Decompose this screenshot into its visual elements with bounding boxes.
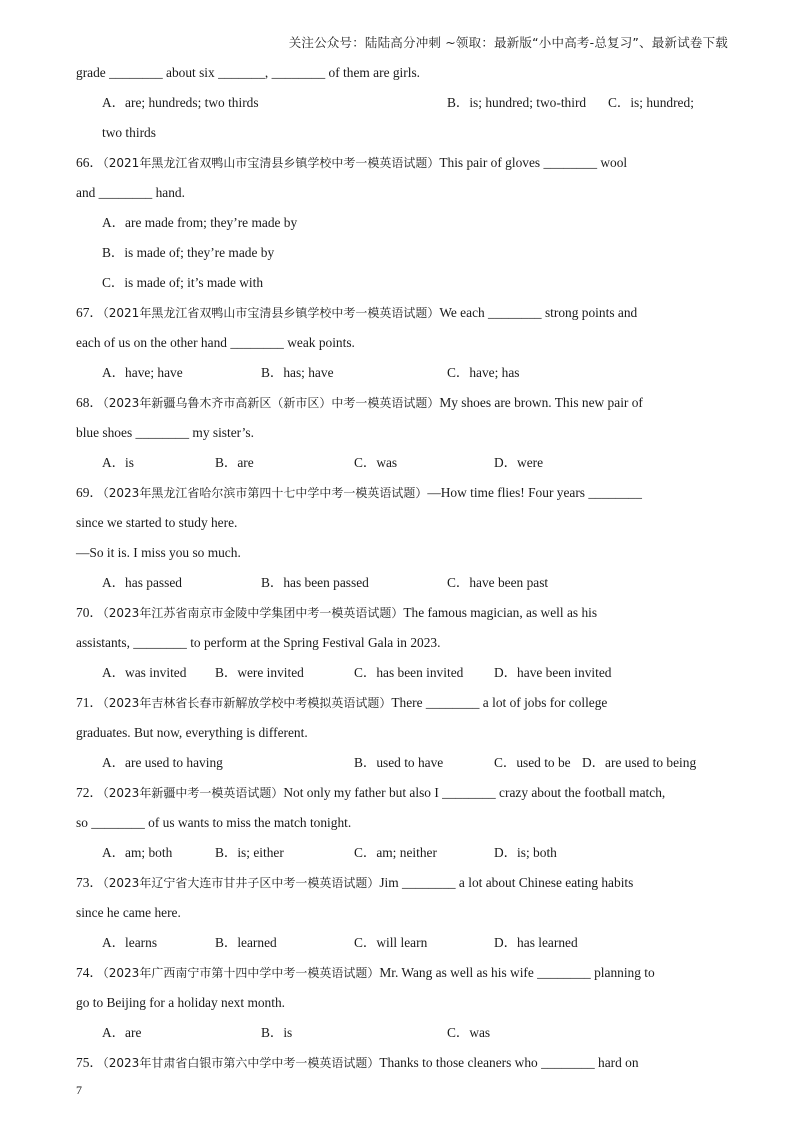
question-text: blue shoes ________ my sister’s. xyxy=(76,425,254,440)
answer-option: C．used to be xyxy=(494,755,571,770)
answer-option: B．used to have xyxy=(354,755,444,770)
answer-options xyxy=(76,658,726,688)
question-source: （2023年辽宁省大连市甘井子区中考一模英语试题） xyxy=(102,876,380,890)
question-source: （2023年新疆乌鲁木齐市高新区（新市区）中考一模英语试题） xyxy=(102,396,440,410)
question-number: 69． xyxy=(76,485,103,500)
page-number: 7 xyxy=(76,1083,82,1097)
question-line xyxy=(76,688,726,718)
question-text: There ________ a lot of jobs for college xyxy=(391,695,608,710)
question-line xyxy=(76,388,726,418)
answer-option: C．will learn xyxy=(354,935,428,950)
answer-option: B．learned xyxy=(215,935,277,950)
answer-option: B．has; have xyxy=(261,365,334,380)
question-line xyxy=(76,778,726,808)
question-text: B．is made of; they’re made by xyxy=(102,245,275,260)
text-line xyxy=(76,538,726,568)
question-source: （2023年吉林省长春市新解放学校中考模拟英语试题） xyxy=(102,696,392,710)
answer-option: B．were invited xyxy=(215,665,304,680)
answer-option: A．am; both xyxy=(102,845,173,860)
question-source: （2023年甘肃省白银市第六中学中考一模英语试题） xyxy=(102,1056,380,1070)
answer-option: C．was xyxy=(354,455,398,470)
question-line xyxy=(76,1048,726,1078)
text-line xyxy=(76,178,726,208)
question-text: go to Beijing for a holiday next month. xyxy=(76,995,286,1010)
question-source: （2023年黑龙江省哈尔滨市第四十七中学中考一模英语试题） xyxy=(102,486,428,500)
answer-options xyxy=(76,1018,726,1048)
answer-options xyxy=(76,748,726,778)
page-header: 关注公众号：陆陆高分冲刺 ~领取：最新版“小中高考-总复习”、最新试卷下载 xyxy=(288,35,728,50)
text-line xyxy=(76,628,726,658)
question-line xyxy=(76,958,726,988)
text-line xyxy=(76,418,726,448)
question-line xyxy=(76,598,726,628)
question-text: A．are made from; they’re made by xyxy=(102,215,298,230)
question-number: 72． xyxy=(76,785,103,800)
answer-options xyxy=(76,838,726,868)
question-number: 73． xyxy=(76,875,103,890)
answer-option: A．is xyxy=(102,455,134,470)
question-number: 68． xyxy=(76,395,103,410)
question-text: We each ________ strong points and xyxy=(439,305,638,320)
answer-option: A．was invited xyxy=(102,665,187,680)
question-number: 75． xyxy=(76,1055,103,1070)
question-line xyxy=(76,298,726,328)
question-number: 67． xyxy=(76,305,103,320)
answer-option: C．has been invited xyxy=(354,665,464,680)
answer-options xyxy=(76,358,726,388)
question-source: （2023年新疆中考一模英语试题） xyxy=(102,786,284,800)
answer-option: D．has learned xyxy=(494,935,578,950)
answer-option: C．is; hundred; xyxy=(608,95,694,110)
question-number: 71． xyxy=(76,695,103,710)
text-line xyxy=(76,208,726,238)
answer-options xyxy=(76,928,726,958)
answer-option: C．have been past xyxy=(447,575,549,590)
answer-options xyxy=(76,448,726,478)
answer-option: D．were xyxy=(494,455,544,470)
text-line xyxy=(76,898,726,928)
question-text: My shoes are brown. This new pair of xyxy=(439,395,643,410)
question-source: （2021年黑龙江省双鸭山市宝清县乡镇学校中考一模英语试题） xyxy=(102,306,440,320)
answer-option: C．was xyxy=(447,1025,491,1040)
answer-option: C．have; has xyxy=(447,365,520,380)
text-line xyxy=(76,118,726,148)
question-text: —How time flies! Four years ________ xyxy=(427,485,642,500)
text-line xyxy=(76,328,726,358)
answer-option: A．are used to having xyxy=(102,755,223,770)
text-line xyxy=(76,988,726,1018)
question-text: since he came here. xyxy=(76,905,181,920)
question-text: so ________ of us wants to miss the match tonight. xyxy=(76,815,352,830)
question-source: （2023年江苏省南京市金陵中学集团中考一模英语试题） xyxy=(102,606,404,620)
answer-option: B．are xyxy=(215,455,254,470)
text-line xyxy=(76,718,726,748)
question-number: 74． xyxy=(76,965,103,980)
document-body xyxy=(76,58,726,1078)
text-line xyxy=(76,808,726,838)
question-text: since we started to study here. xyxy=(76,515,238,530)
answer-option: B．has been passed xyxy=(261,575,369,590)
question-line xyxy=(76,478,726,508)
question-line xyxy=(76,148,726,178)
question-text: Mr. Wang as well as his wife ________ planning to xyxy=(379,965,655,980)
question-number: 66． xyxy=(76,155,103,170)
question-text: assistants, ________ to perform at the Spring Festival Gala in 2023. xyxy=(76,635,441,650)
answer-option: A．have; have xyxy=(102,365,183,380)
question-text: Thanks to those cleaners who ________ hard on xyxy=(379,1055,639,1070)
answer-option: D．is; both xyxy=(494,845,557,860)
question-text: C．is made of; it’s made with xyxy=(102,275,264,290)
answer-option: B．is xyxy=(261,1025,293,1040)
question-text: —So it is. I miss you so much. xyxy=(76,545,241,560)
answer-option: A．has passed xyxy=(102,575,182,590)
text-line xyxy=(76,508,726,538)
text-line xyxy=(76,238,726,268)
question-text: grade ________ about six _______, ________ of them are girls. xyxy=(76,65,421,80)
question-text: each of us on the other hand ________ weak points. xyxy=(76,335,355,350)
answer-option: B．is; either xyxy=(215,845,284,860)
text-line xyxy=(76,268,726,298)
question-line xyxy=(76,868,726,898)
answer-option: C．am; neither xyxy=(354,845,437,860)
question-text: and ________ hand. xyxy=(76,185,185,200)
question-source: （2023年广西南宁市第十四中学中考一模英语试题） xyxy=(102,966,380,980)
question-text: Jim ________ a lot about Chinese eating habits xyxy=(379,875,634,890)
answer-option: A．learns xyxy=(102,935,158,950)
answer-options xyxy=(76,88,726,118)
answer-option: D．are used to being xyxy=(582,755,697,770)
answer-option: A．are xyxy=(102,1025,142,1040)
answer-option: B．is; hundred; two-third xyxy=(447,95,587,110)
answer-option: D．have been invited xyxy=(494,665,612,680)
answer-options xyxy=(76,568,726,598)
question-text: The famous magician, as well as his xyxy=(403,605,598,620)
question-text: graduates. But now, everything is different. xyxy=(76,725,308,740)
question-source: （2021年黑龙江省双鸭山市宝清县乡镇学校中考一模英语试题） xyxy=(102,156,440,170)
question-text: This pair of gloves ________ wool xyxy=(439,155,628,170)
question-text: Not only my father but also I ________ crazy about the football match, xyxy=(283,785,666,800)
answer-option: A．are; hundreds; two thirds xyxy=(102,95,259,110)
question-number: 70． xyxy=(76,605,103,620)
question-text: two thirds xyxy=(102,125,156,140)
text-line xyxy=(76,58,726,88)
